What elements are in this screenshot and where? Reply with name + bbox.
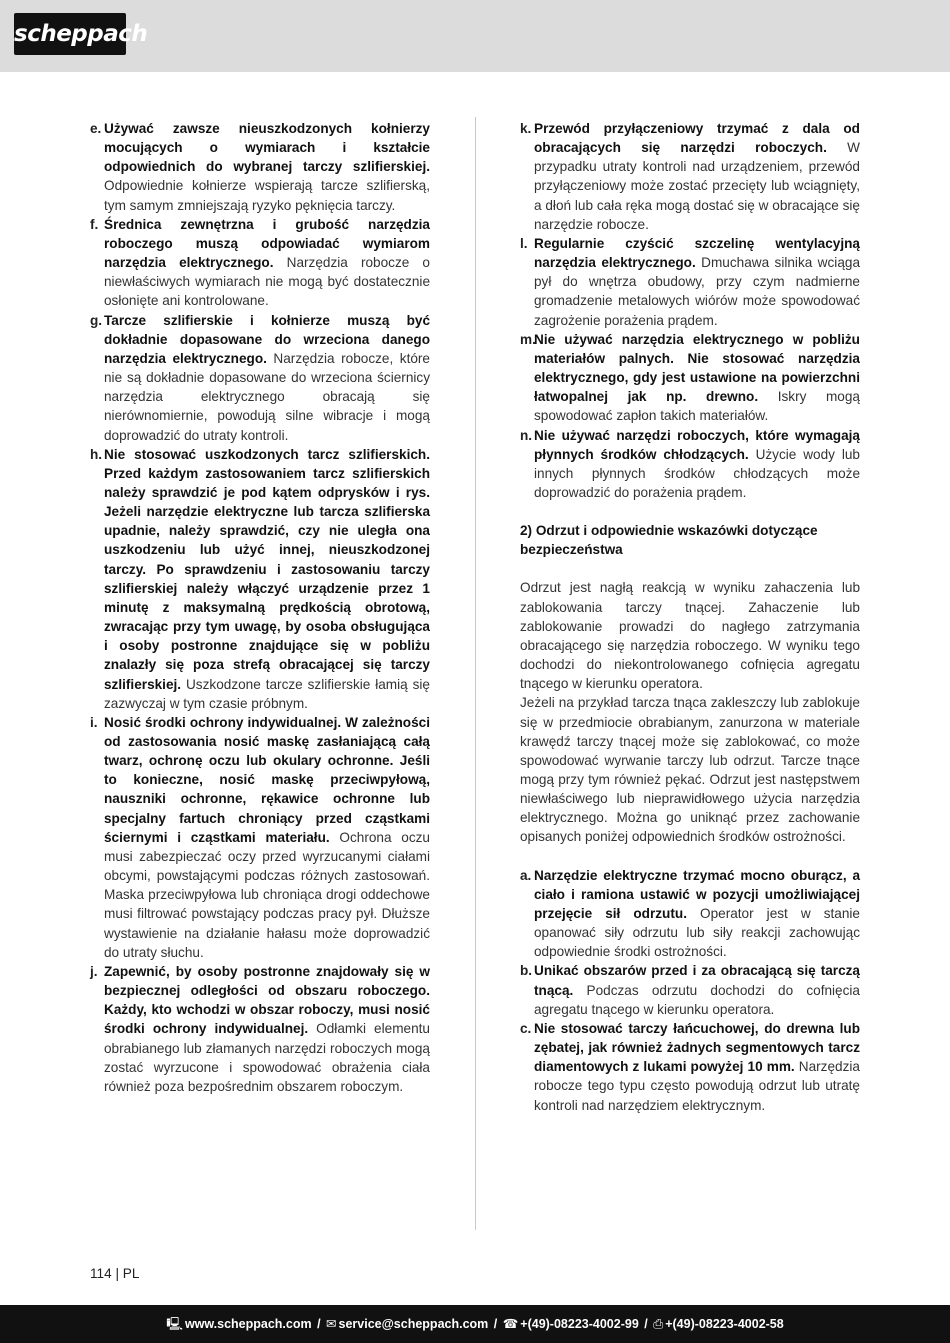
item-text: Narzędzia robocze, które nie są dokładnie dopasowane do wrzeciona ściernicy narzędzia elektrycznego obracają się nierównomiernie, powodują silne wibracje i mogą doprowadzić do utraty kontroli. bbox=[104, 350, 430, 443]
list-item-c bbox=[520, 1019, 860, 1115]
footer-separator: / bbox=[490, 1317, 501, 1331]
list-item-k bbox=[520, 119, 860, 234]
section-heading: 2) Odrzut i odpowiednie wskazówki dotyczące bezpieczeństwa bbox=[520, 523, 818, 558]
list-item-f bbox=[90, 215, 430, 311]
list-item-l bbox=[520, 234, 860, 330]
footer-phone: +(49)-08223-4002-99 bbox=[520, 1317, 639, 1331]
spacer bbox=[520, 847, 860, 866]
item-marker: h. bbox=[90, 446, 103, 462]
page-header bbox=[0, 0, 950, 72]
item-bold-text: Przewód przyłączeniowy trzymać z dala od obracających się narzędzi roboczych. bbox=[534, 121, 860, 156]
list-item-m bbox=[520, 330, 860, 426]
footer-web[interactable]: www.scheppach.com bbox=[184, 1317, 312, 1331]
item-bold-text: Nie stosować uszkodzonych tarcz szlifierskich. Przed każdym zastosowaniem tarcz szlifierskich należy sprawdzić je pod kątem odprysków i rys. Jeżeli narzędzie elektryczne lub tarcza szlifierska upadnie, należy sprawdzić, czy nie uległa ona uszkodzeniu lub użyć innej, nieuszkodzonej tarczy. Po sprawdzeniu i zastosowaniu tarczy szlifierskiej należy włączyć urządzenie przez 1 minutę z maksymalną prędkością obrotową, zwracając przy tym uwagę, by osoba obsługująca i osoby postronne znajdujące się w pobliżu znalazły się poza strefą obracającej się tarczy szlifierskiej. bbox=[104, 446, 430, 692]
item-marker: n. bbox=[520, 427, 533, 443]
right-column bbox=[520, 119, 860, 1115]
item-marker: j. bbox=[90, 963, 98, 979]
page-number: 114 | PL bbox=[90, 1266, 140, 1281]
item-bold-text: Zapewnić, by osoby postronne znajdowały się w bezpiecznej odległości od obszaru roboczego. Każdy, kto wchodzi w obszar roboczy, musi nosić środki ochrony indywidualnej. bbox=[104, 963, 430, 1037]
item-marker: g. bbox=[90, 312, 103, 328]
item-bold-text: Średnica zewnętrzna i grubość narzędzia roboczego muszą odpowiadać wymiarom narzędzia elektrycznego. bbox=[104, 216, 430, 271]
item-bold-text: Nie używać narzędzi roboczych, które wymagają płynnych środków chłodzących. bbox=[534, 427, 860, 462]
item-marker: m. bbox=[520, 331, 536, 347]
email-icon: ✉ bbox=[326, 1317, 337, 1331]
item-bold-text: Narzędzie elektryczne trzymać mocno oburącz, a ciało i ramiona ustawić w pozycji umożliwiającej przejęcie sił odrzutu. bbox=[534, 867, 860, 921]
list-item-i bbox=[90, 713, 430, 962]
item-text: Narzędzia robocze tego typu często powodują odrzut lub utratę kontroli nad narzędziem elektrycznym. bbox=[534, 1059, 860, 1113]
item-bold-text: Używać zawsze nieuszkodzonych kołnierzy mocujących o wymiarach i kształcie odpowiednich do wybranej tarczy szlifierskiej. bbox=[104, 121, 430, 175]
item-bold-text: Regularnie czyścić szczelinę wentylacyjną narzędzia elektrycznego. bbox=[534, 235, 860, 271]
footer-email[interactable]: service@scheppach.com bbox=[338, 1317, 489, 1331]
list-item-n bbox=[520, 426, 860, 503]
item-text: Operator jest w stanie opanować siły odrzutu lub siły reakcji zachowując odpowiednie środki ostrożności. bbox=[534, 905, 860, 960]
page-number-value: 114 bbox=[90, 1266, 112, 1281]
list-item-b bbox=[520, 961, 860, 1018]
paragraph: Jeżeli na przykład tarcza tnąca zakleszczy lub zablokuje się w przedmiocie obrabianym, zanurzona w materiale krawędź tarczy tnącej może się zablokować, co może spowodować wyrwanie tarczy lub odrzut. Tarcze tnące mogą przy tym również pękać. Odrzut jest następstwem niewłaściwego lub nieprawidłowego użycia narzędzia elektrycznego. Można go uniknąć przez zachowanie opisanych poniżej odpowiednich środków ostrożności. bbox=[520, 695, 860, 845]
item-text: Podczas odrzutu dochodzi do cofnięcia agregatu tnącego w kierunku operatora. bbox=[534, 982, 860, 1017]
item-bold-text: Nie stosować tarczy łańcuchowej, do drewna lub zębatej, jak również żadnych segmentowych tarcz diamentowych z lukami powyżej 10 mm. bbox=[534, 1020, 860, 1075]
paragraph: Odrzut jest nagłą reakcją w wyniku zahaczenia lub zablokowania tarczy tnącej. Zahaczenie lub zablokowanie prowadzi do nagłego zatrzymania obracającego się narzędzia roboczego. W wyniku tego dochodzi do niekontrolowanego cofnięcia agregatu tnącego w kierunku operatora. bbox=[520, 580, 860, 692]
item-text: Odpowiednie kołnierze wspierają tarcze szlifierską, tym samym zmniejszają ryzyko pęknięcia tarczy. bbox=[104, 178, 430, 213]
footer-fax: +(49)-08223-4002-58 bbox=[665, 1317, 784, 1331]
item-bold-text: Tarcze szlifierskie i kołnierze muszą być dokładnie dopasowane do wrzeciona danego narzędzia elektrycznego. bbox=[104, 312, 430, 366]
item-marker: b. bbox=[520, 963, 533, 979]
list-item-h bbox=[90, 445, 430, 713]
item-marker: c. bbox=[520, 1020, 532, 1036]
language-code: PL bbox=[122, 1266, 140, 1281]
item-text: Odłamki elementu obrabianego lub złamanych narzędzi roboczych mogą zostać wyrzucone i spowodować obrażenia ciała również poza bezpośrednim obszarem roboczym. bbox=[104, 1021, 430, 1094]
list-item-j bbox=[90, 962, 430, 1096]
item-bold-text: Nosić środki ochrony indywidualnej. W zależności od zastosowania nosić maskę zasłaniającą całą twarz, ochronę oczu lub okulary ochronne. Jeśli to konieczne, nosić maskę przeciwpyłową, nauszniki ochronne, rękawice ochronne lub specjalny fartuch chroniący przed cząstkami ściernymi i cząstkami materiału. bbox=[104, 714, 430, 845]
footer-separator: / bbox=[640, 1317, 652, 1331]
item-text: Użycie wody lub innych płynnych środków chłodzących może doprowadzić do porażenia prądem. bbox=[534, 446, 860, 500]
item-text: Dmuchawa silnika wciąga pył do wnętrza obudowy, przy czym nadmierne gromadzenie metalowych wiórów może spowodować zagrożenie porażenia prądem. bbox=[534, 255, 861, 328]
item-marker: k. bbox=[520, 121, 532, 136]
page-footer bbox=[0, 1305, 950, 1343]
phone-icon: ☎ bbox=[502, 1317, 519, 1331]
item-text: W przypadku utraty kontroli nad urządzeniem, przewód przyłączeniowy może zostać przecięty lub wciągnięty, a dłoń lub cała ręka mogą dostać się w obracające się narzędzie robocze. bbox=[534, 140, 860, 232]
column-divider bbox=[475, 117, 476, 1230]
item-marker: f. bbox=[90, 216, 99, 232]
item-marker: l. bbox=[520, 235, 528, 251]
item-marker: i. bbox=[90, 714, 98, 730]
left-column bbox=[90, 119, 430, 1096]
item-text: Uszkodzone tarcze szlifierskie łamią się zazwyczaj w tym czasie próbnym. bbox=[104, 676, 430, 711]
spacer bbox=[520, 559, 860, 578]
item-text: Iskry mogą spowodować zapłon takich materiałów. bbox=[534, 389, 860, 424]
laptop-icon: 🖳 bbox=[166, 1317, 183, 1331]
item-bold-text: Nie używać narzędzia elektrycznego w pobliżu materiałów palnych. Nie stosować narzędzia elektrycznego, gdy jest ustawione na powierzchni łatwopalnej jak np. drewno. bbox=[534, 331, 860, 405]
item-marker: e. bbox=[90, 121, 102, 136]
footer-separator: / bbox=[313, 1317, 325, 1331]
item-marker: a. bbox=[520, 867, 532, 883]
item-bold-text: Unikać obszarów przed i za obracającą się tarczą tnącą. bbox=[534, 963, 860, 998]
item-text: Narzędzia robocze o niewłaściwych wymiarach nie mogą być dostatecznie osłonięte ani kontrolowane. bbox=[104, 255, 430, 309]
list-item-a bbox=[520, 866, 860, 962]
scheppach-logo: scheppach bbox=[14, 13, 126, 55]
list-item-g bbox=[90, 311, 430, 445]
list-item-e bbox=[90, 119, 430, 215]
item-text: Ochrona oczu musi zabezpieczać oczy przed wyrzucanymi ciałami obcymi, powstającymi podczas różnych zastosowań. Maska przeciwpyłowa lub chroniąca drogi oddechowe musi filtrować powstający podczas pracy pył. Dłuższe wystawienie na działanie hałasu może doprowadzić do utraty słuchu. bbox=[104, 829, 430, 960]
fax-icon: ⎙ bbox=[653, 1317, 664, 1331]
